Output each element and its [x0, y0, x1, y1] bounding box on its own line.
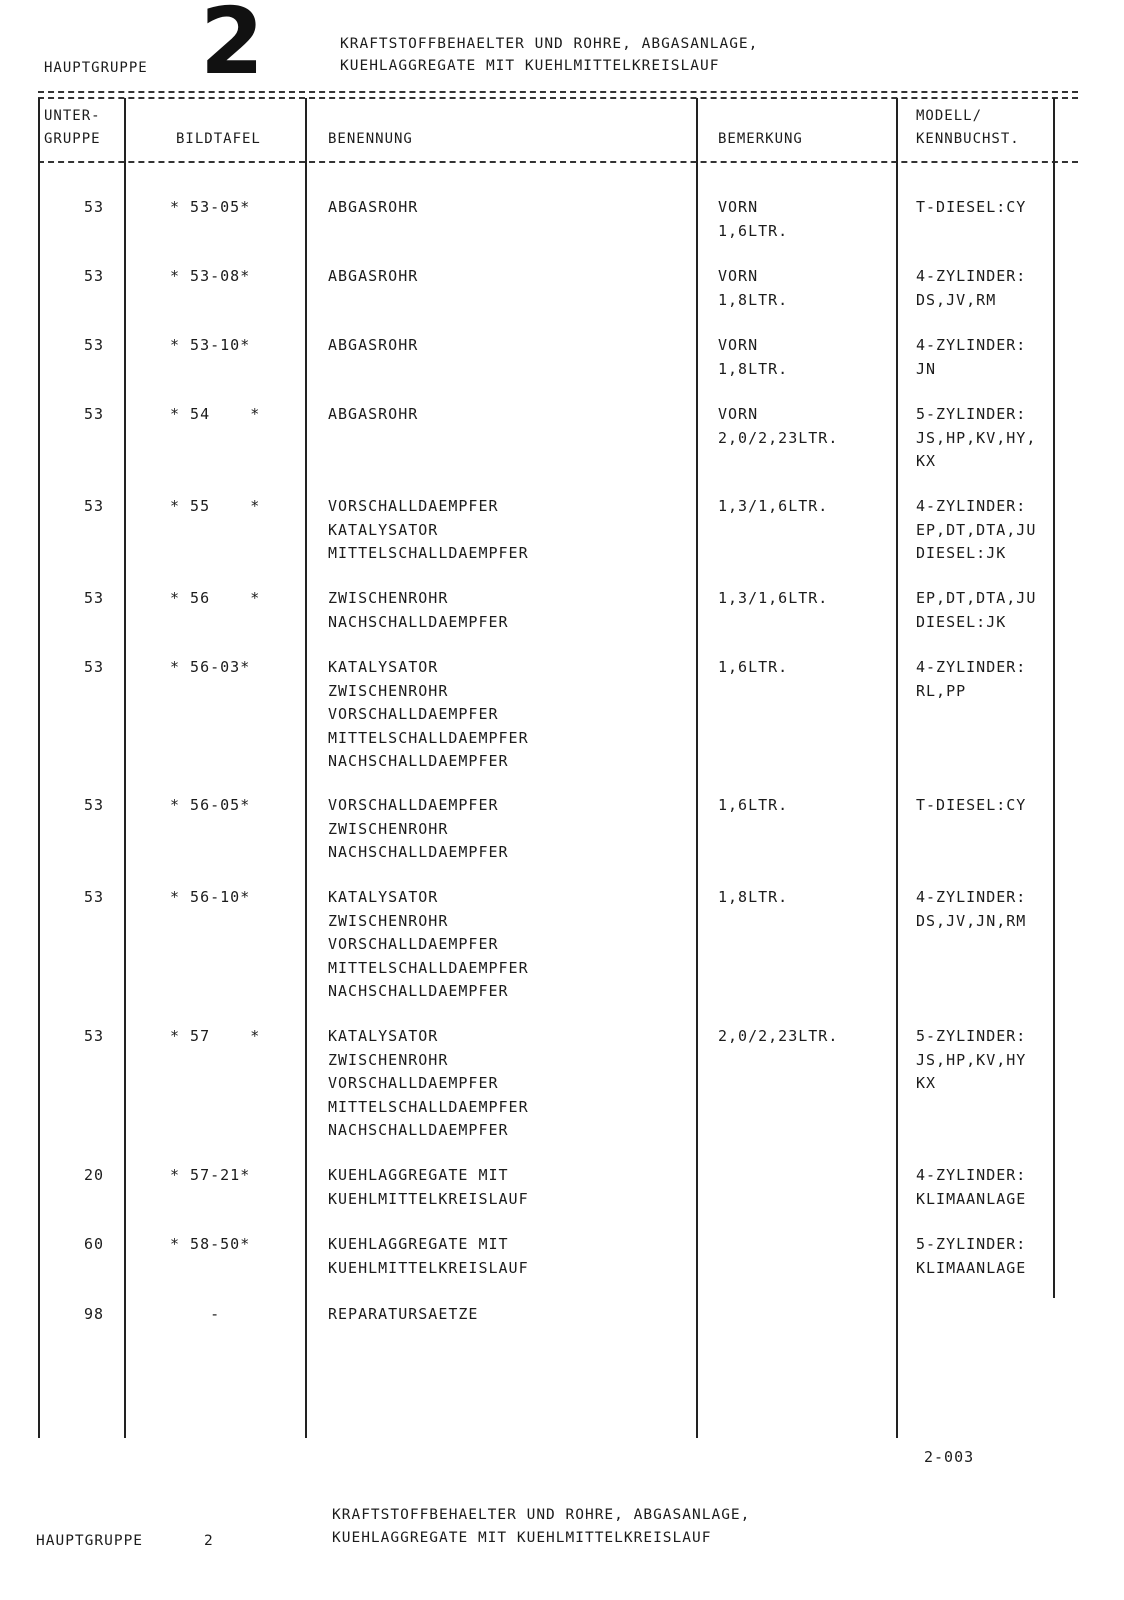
cell-untergruppe: 53 — [83, 405, 104, 423]
cell-bemerkung: 2,0/2,23LTR. — [718, 1027, 839, 1045]
cell-untergruppe: 53 — [83, 336, 104, 354]
header-group-label: HAUPTGRUPPE — [44, 60, 148, 76]
cell-untergruppe: 53 — [83, 888, 104, 906]
cell-bildtafel: * 53-08* — [170, 267, 251, 285]
cell-benennung: ABGASROHR — [328, 336, 419, 354]
cell-bemerkung: 1,3/1,6LTR. — [718, 497, 829, 515]
cell-modell: 5-ZYLINDER: JS,HP,KV,HY, KX — [916, 405, 1037, 470]
cell-bemerkung: 1,8LTR. — [718, 888, 789, 906]
footer-group-label: HAUPTGRUPPE — [36, 1533, 144, 1549]
cell-modell: 4-ZYLINDER: KLIMAANLAGE — [916, 1166, 1027, 1208]
header-double-rule — [38, 91, 1078, 99]
cell-bildtafel: * 57 * — [170, 1027, 261, 1045]
cell-bemerkung: VORN 1,8LTR. — [718, 336, 789, 378]
cell-modell: 5-ZYLINDER: JS,HP,KV,HY KX — [916, 1027, 1027, 1092]
header-group-number: 2 — [200, 0, 265, 95]
cell-untergruppe: 53 — [83, 1027, 104, 1045]
col-header-bildtafel: BILDTAFEL — [176, 131, 261, 147]
cell-bildtafel: * 56-05* — [170, 796, 251, 814]
cell-bemerkung: 1,6LTR. — [718, 658, 789, 676]
cell-bildtafel: * 56-10* — [170, 888, 251, 906]
cell-benennung: ABGASROHR — [328, 198, 419, 216]
cell-bildtafel: * 53-05* — [170, 198, 251, 216]
cell-bildtafel: * 54 * — [170, 405, 261, 423]
cell-untergruppe: 53 — [83, 589, 104, 607]
footer-title-line1: KRAFTSTOFFBEHAELTER UND ROHRE, ABGASANLAGE, — [332, 1507, 751, 1523]
cell-modell: 4-ZYLINDER: DS,JV,JN,RM — [916, 888, 1027, 930]
column-header-rule — [38, 161, 1078, 163]
column-line-untergruppe — [124, 98, 126, 1438]
cell-bildtafel: * 57-21* — [170, 1166, 251, 1184]
cell-untergruppe: 53 — [83, 497, 104, 515]
header-title-line1: KRAFTSTOFFBEHAELTER UND ROHRE, ABGASANLAGE, — [340, 36, 759, 52]
cell-bildtafel: * 58-50* — [170, 1235, 251, 1253]
cell-benennung: REPARATURSAETZE — [328, 1305, 479, 1323]
cell-modell: EP,DT,DTA,JU DIESEL:JK — [916, 589, 1037, 631]
col-header-modell: MODELL/ KENNBUCHST. — [916, 108, 1020, 147]
cell-bildtafel: * 56-03* — [170, 658, 251, 676]
cell-benennung: VORSCHALLDAEMPFER ZWISCHENROHR NACHSCHALLDAEMPFER — [328, 796, 509, 861]
cell-modell: 4-ZYLINDER: RL,PP — [916, 658, 1027, 700]
col-header-bemerkung: BEMERKUNG — [718, 131, 803, 147]
cell-benennung: KUEHLAGGREGATE MIT KUEHLMITTELKREISLAUF — [328, 1166, 529, 1208]
cell-bemerkung: 1,6LTR. — [718, 796, 789, 814]
cell-benennung: KUEHLAGGREGATE MIT KUEHLMITTELKREISLAUF — [328, 1235, 529, 1277]
cell-modell: T-DIESEL:CY — [916, 796, 1027, 814]
cell-untergruppe: 98 — [83, 1305, 104, 1323]
col-header-untergruppe: UNTER- GRUPPE — [44, 108, 101, 147]
cell-untergruppe: 53 — [83, 796, 104, 814]
page-number: 2-003 — [924, 1448, 975, 1466]
cell-bemerkung: VORN 2,0/2,23LTR. — [718, 405, 839, 447]
cell-benennung: KATALYSATOR ZWISCHENROHR VORSCHALLDAEMPFER MITTELSCHALLDAEMPFER NACHSCHALLDAEMPFER — [328, 658, 529, 770]
cell-bemerkung: VORN 1,8LTR. — [718, 267, 789, 309]
cell-bemerkung: 1,3/1,6LTR. — [718, 589, 829, 607]
cell-modell: 4-ZYLINDER: EP,DT,DTA,JU DIESEL:JK — [916, 497, 1037, 562]
cell-bildtafel: - — [170, 1305, 221, 1323]
cell-untergruppe: 53 — [83, 198, 104, 216]
cell-benennung: ABGASROHR — [328, 405, 419, 423]
cell-untergruppe: 53 — [83, 267, 104, 285]
cell-benennung: VORSCHALLDAEMPFER KATALYSATOR MITTELSCHALLDAEMPFER — [328, 497, 529, 562]
column-line-left — [38, 98, 40, 1438]
footer-group-number: 2 — [204, 1533, 214, 1549]
col-header-benennung: BENENNUNG — [328, 131, 413, 147]
cell-bildtafel: * 53-10* — [170, 336, 251, 354]
header-title-line2: KUEHLAGGREGATE MIT KUEHLMITTELKREISLAUF — [340, 58, 720, 74]
footer-title-line2: KUEHLAGGREGATE MIT KUEHLMITTELKREISLAUF — [332, 1530, 712, 1546]
column-line-benennung — [696, 98, 698, 1438]
cell-benennung: ZWISCHENROHR NACHSCHALLDAEMPFER — [328, 589, 509, 631]
cell-bildtafel: * 56 * — [170, 589, 261, 607]
cell-untergruppe: 60 — [83, 1235, 104, 1253]
cell-untergruppe: 20 — [83, 1166, 104, 1184]
cell-benennung: KATALYSATOR ZWISCHENROHR VORSCHALLDAEMPFER MITTELSCHALLDAEMPFER NACHSCHALLDAEMPFER — [328, 888, 529, 1000]
cell-modell: 4-ZYLINDER: DS,JV,RM — [916, 267, 1027, 309]
cell-modell: 5-ZYLINDER: KLIMAANLAGE — [916, 1235, 1027, 1277]
cell-modell: 4-ZYLINDER: JN — [916, 336, 1027, 378]
cell-modell: T-DIESEL:CY — [916, 198, 1027, 216]
column-line-bemerkung — [896, 98, 898, 1438]
column-line-bildtafel — [305, 98, 307, 1438]
cell-benennung: KATALYSATOR ZWISCHENROHR VORSCHALLDAEMPFER MITTELSCHALLDAEMPFER NACHSCHALLDAEMPFER — [328, 1027, 529, 1139]
cell-untergruppe: 53 — [83, 658, 104, 676]
cell-bildtafel: * 55 * — [170, 497, 261, 515]
cell-bemerkung: VORN 1,6LTR. — [718, 198, 789, 240]
cell-benennung: ABGASROHR — [328, 267, 419, 285]
column-line-right — [1053, 98, 1055, 1298]
